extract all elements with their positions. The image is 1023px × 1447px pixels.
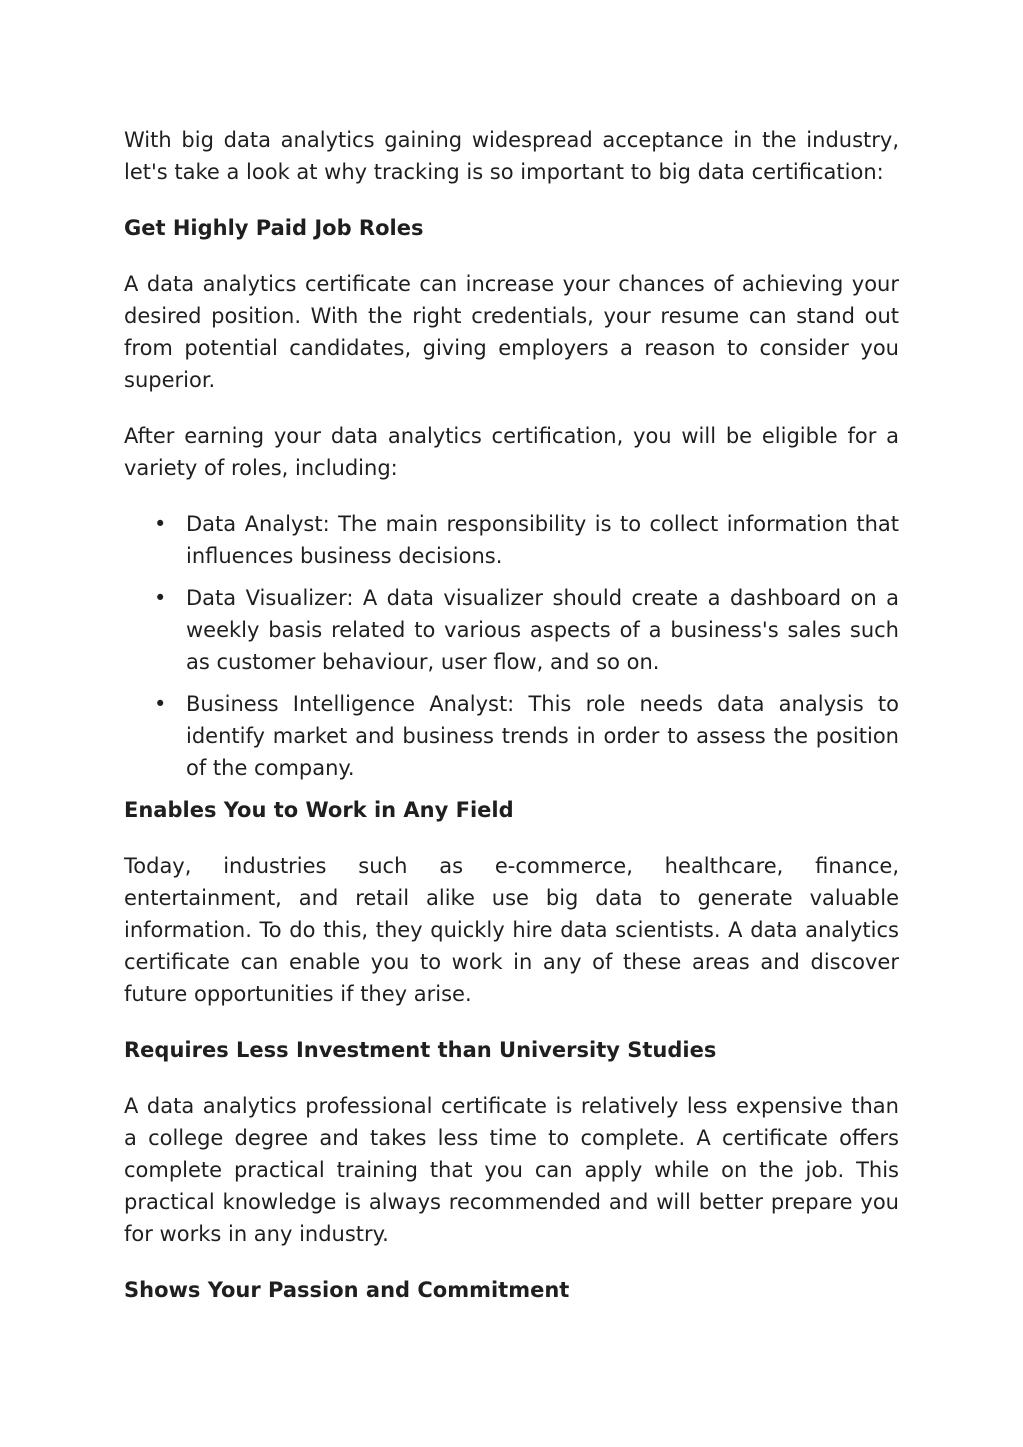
section-heading-any-field: Enables You to Work in Any Field (124, 798, 514, 822)
paragraph: After earning your data analytics certification, you will be eligible for a variety of roles, including: (124, 424, 899, 480)
section-heading-less-investment: Requires Less Investment than University Studies (124, 1038, 717, 1062)
list-item (154, 582, 899, 678)
paragraph: Today, industries such as e-commerce, healthcare, finance, entertainment, and retail alike use big data to generate valuable information. To do this, they quickly hire data scientists. A data analytics certificate can enable you to work in any of these areas and discover future opportunities if they arise. (124, 854, 899, 1006)
paragraph: A data analytics certificate can increase your chances of achieving your desired position. With the right credentials, your resume can stand out from potential candidates, giving employers a reason to consider you superior. (124, 272, 899, 392)
list-item (154, 688, 899, 784)
bullet-icon: • (154, 586, 167, 610)
document-page (124, 124, 899, 1330)
section-heading-job-roles: Get Highly Paid Job Roles (124, 216, 424, 240)
roles-list (124, 508, 899, 784)
section-heading-passion: Shows Your Passion and Commitment (124, 1278, 570, 1302)
list-item (154, 508, 899, 572)
intro-paragraph: With big data analytics gaining widespread acceptance in the industry, let's take a look at why tracking is so important to big data certification: (124, 128, 899, 184)
list-item-text: Data Visualizer: A data visualizer should create a dashboard on a weekly basis related to various aspects of a business's sales such as customer behaviour, user flow, and so on. (186, 586, 899, 674)
bullet-icon: • (154, 512, 167, 536)
paragraph: A data analytics professional certificate is relatively less expensive than a college degree and takes less time to complete. A certificate offers complete practical training that you can apply while on the job. This practical knowledge is always recommended and will better prepare you for works in any industry. (124, 1094, 899, 1246)
bullet-icon: • (154, 692, 167, 716)
list-item-text: Business Intelligence Analyst: This role needs data analysis to identify market and business trends in order to assess the position of the company. (186, 692, 899, 780)
list-item-text: Data Analyst: The main responsibility is to collect information that influences business decisions. (186, 512, 899, 568)
